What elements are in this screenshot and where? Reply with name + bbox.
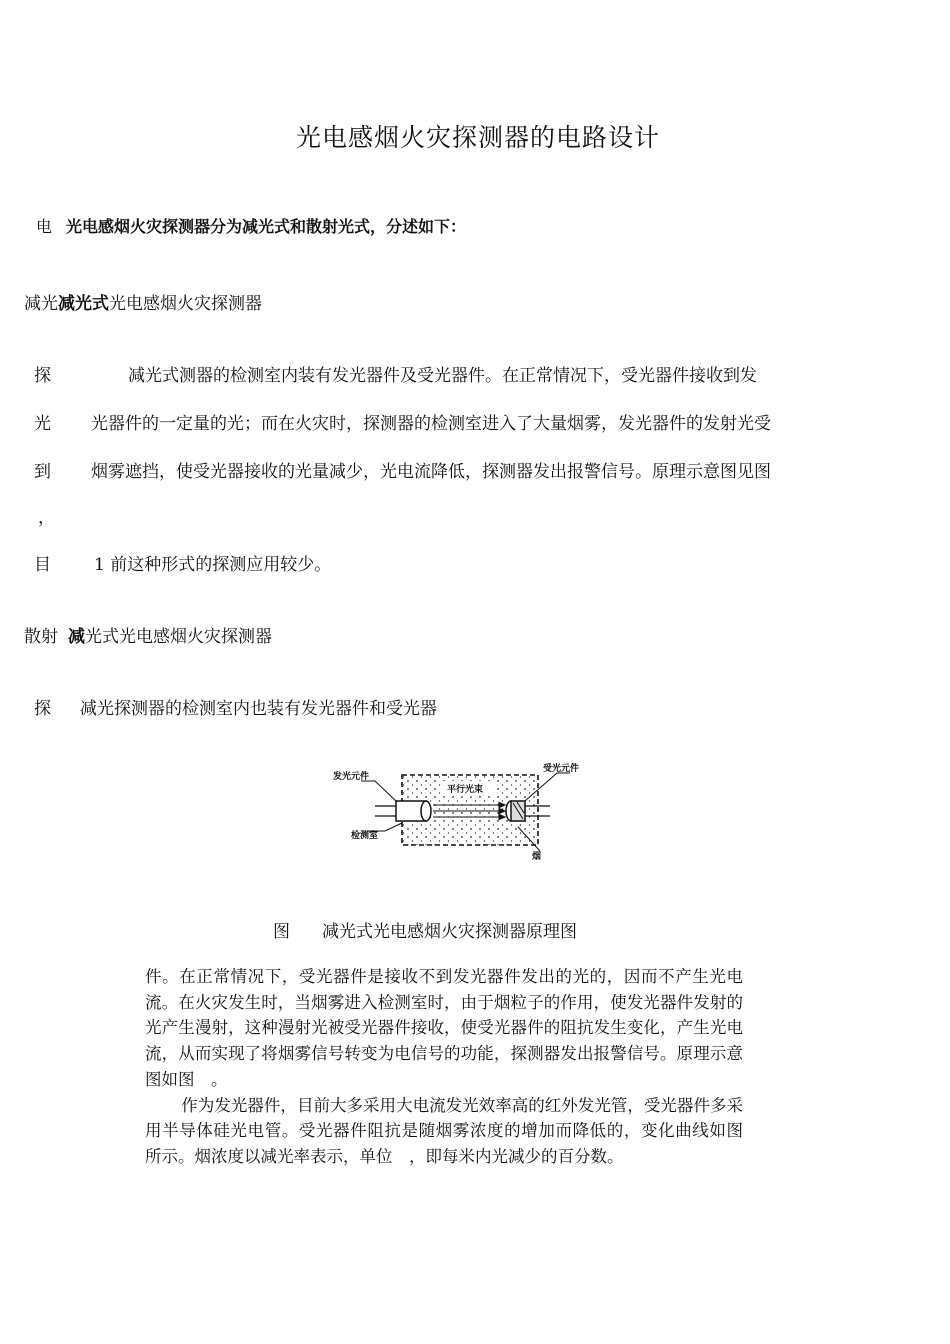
leader-line — [361, 781, 397, 802]
intro-marker: 电 — [36, 217, 53, 236]
margin-char: 探 — [34, 366, 51, 386]
emitter-element — [375, 801, 431, 821]
section-heading-rest: 光电感烟火灾探测器 — [109, 294, 262, 314]
label-beam: 平行光束 — [447, 785, 484, 795]
intro-line — [36, 214, 466, 237]
body-line: 烟雾遮挡，使受光器接收的光量减少，光电流降低，探测器发出报警信号。原理示意图见图 — [91, 462, 771, 482]
label-receiver: 受光元件 — [543, 764, 580, 774]
section-heading-bold: 减光式 — [58, 294, 109, 314]
body-line: 1 前这种形式的探测应用较少。 — [94, 555, 332, 575]
leader-line — [367, 823, 402, 831]
paragraph: 作为发光器件，目前大多采用大电流发光效率高的红外发光管，受光器件多采用半导体硅光电管。受光器件阻抗是随烟雾浓度的增加而降低的，变化曲线如图 所示。烟浓度以减光率表示，单位 ，即每米内光减少的百分数。 — [145, 1095, 760, 1166]
section-heading-rest: 光式光电感烟火灾探测器 — [85, 627, 272, 647]
caption-text: 减光式光电感烟火灾探测器原理图 — [322, 922, 577, 942]
page-title: 光电感烟火灾探测器的电路设计 — [296, 123, 661, 152]
label-chamber: 检测室 — [351, 831, 379, 841]
paragraph: 件。在正常情况下，受光器件是接收不到发光器件发出的光的，因而不产生光电流。在火灾发生时，当烟雾进入检测室时，由于烟粒子的作用，使发光器件发射的光产生漫射，这种漫射光被受光器件接收，使受光器件的阻抗发生变化，产生光电流，从而实现了将烟雾信号转变为电信号的功能，探测器发出报警信号。原理示意图如图 。 — [145, 967, 743, 1089]
body-line: 光器件的一定量的光；而在火灾时，探测器的检测室进入了大量烟雾，发光器件的发射光受 — [91, 414, 771, 434]
section-heading-scatter — [24, 622, 272, 647]
intro-text: 光电感烟火灾探测器分为减光式和散射光式，分述如下： — [66, 217, 467, 236]
label-smoke: 烟 — [532, 852, 542, 862]
label-emitter: 发光元件 — [333, 772, 370, 782]
detector-diagram — [325, 755, 625, 865]
section-heading-bold: 减 — [68, 627, 85, 647]
figure-caption — [273, 917, 577, 942]
body-line: 减光探测器的检测室内也装有发光器件和受光器 — [80, 699, 437, 719]
margin-char: 探 — [34, 699, 51, 719]
margin-char: 光 — [34, 414, 51, 434]
beam-arrows — [433, 803, 505, 820]
caption-prefix: 图 — [273, 922, 290, 942]
body-line: 减光式测器的检测室内装有发光器件及受光器件。在正常情况下，受光器件接收到发 — [128, 366, 757, 386]
margin-char: 到 — [34, 462, 51, 482]
margin-char: 目 — [34, 555, 51, 575]
margin-char: ， — [38, 508, 55, 528]
section-heading-prefix: 减光 — [24, 294, 58, 314]
body-paragraphs — [145, 964, 760, 1170]
section-heading-transmission — [24, 289, 262, 314]
section-heading-prefix: 散射 — [24, 627, 58, 647]
